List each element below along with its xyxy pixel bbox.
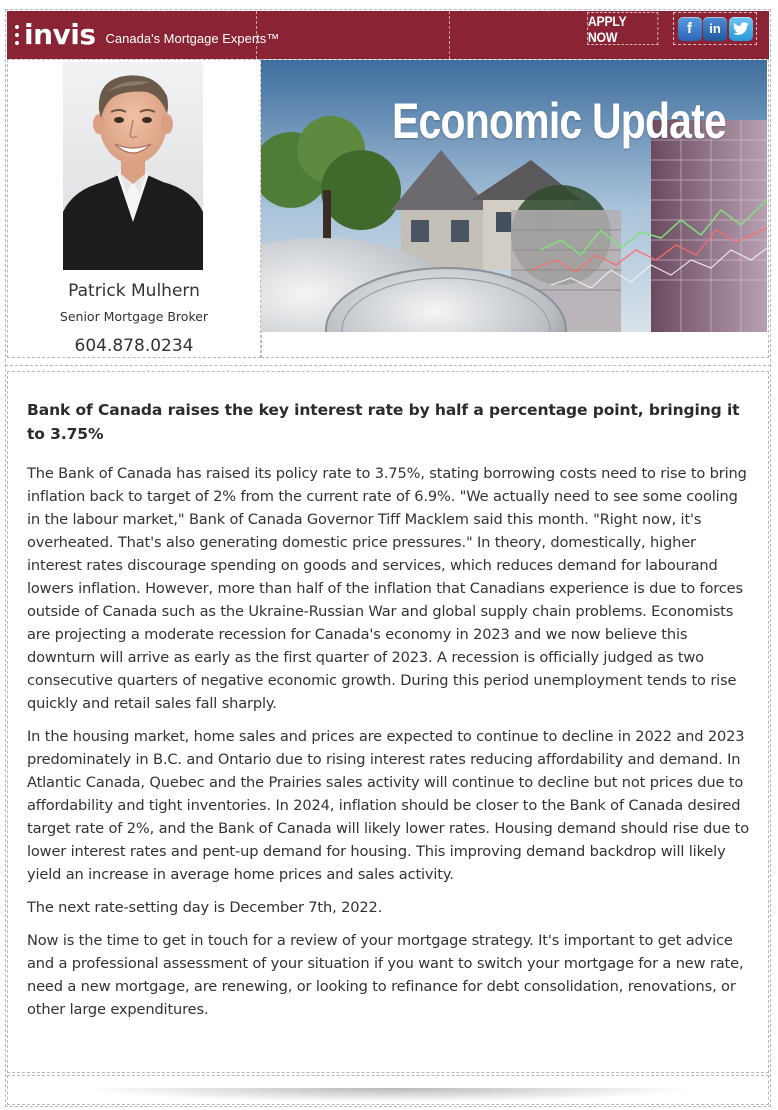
logo-dots-icon: [12, 23, 22, 47]
apply-now-button[interactable]: APPLY NOW: [587, 12, 658, 45]
twitter-icon[interactable]: [729, 17, 753, 41]
article-body: [27, 398, 749, 1031]
logo-wordmark: invis: [24, 18, 96, 51]
header-divider: [449, 11, 450, 59]
broker-title: Senior Mortgage Broker: [59, 309, 209, 324]
article-paragraph: The next rate-setting day is December 7th, 2022.: [27, 899, 383, 916]
logo-tagline: Canada's Mortgage Experts™: [105, 30, 280, 46]
broker-name: Patrick Mulhern: [68, 281, 200, 301]
social-links: [673, 12, 757, 45]
facebook-icon[interactable]: f: [678, 17, 702, 41]
linkedin-icon[interactable]: in: [703, 17, 727, 41]
footer-shadow: [80, 1088, 700, 1102]
article-paragraph: The Bank of Canada has raised its policy rate to 3.75%, stating borrowing costs need to rise to bring inflation back to target of 2% from the current rate of 6.9%. "We actually need to see some cooling in the labour market," Bank of Canada Governor Tiff Macklem said this month. "Right now, it's overheated. That's also generating domestic price pressures." In theory, domestically, higher interest rates discourage spending on goods and services, which reduces demand for labourand lowers inflation. However, more than half of the inflation that Canadians experience is due to forces outside of Canada such as the Ukraine-Russian War and global supply chain problems. Economists are projecting a moderate recession for Canada's economy in 2023 and we now believe this downturn will arrive as early as the first quarter of 2023. A recession is officially judged as two consecutive quarters of negative economic growth. During this period unemployment tends to rise quickly and retail sales fall sharply.: [27, 465, 747, 712]
article-paragraph: Now is the time to get in touch for a review of your mortgage strategy. It's important to get advice and a professional assessment of your situation if you want to switch your mortgage for a new rate, need a new mortgage, are renewing, or looking to refinance for debt consolidation, renovations, or other large expenditures.: [27, 932, 744, 1018]
broker-phone[interactable]: 604.878.0234: [74, 336, 194, 356]
section-divider: [5, 365, 771, 366]
invis-logo[interactable]: [12, 19, 279, 51]
article-paragraph: In the housing market, home sales and prices are expected to continue to decline in 2022 and 2023 predominately in B.C. and Ontario due to rising interest rates reducing affordability and demand. In Atlantic Canada, Quebec and the Prairies sales activity will continue to decline but not prices due to affordability and tight inventories. In 2024, inflation should be closer to the Bank of Canada desired target rate of 2%, and the Bank of Canada will likely lower rates. Housing demand should rise due to lower interest rates and pent-up demand for housing. This improving demand backdrop will likely yield an increase in average home prices and sales activity.: [27, 728, 749, 883]
article-headline: Bank of Canada raises the key interest rate by half a percentage point, bringing it to 3.75%: [27, 401, 740, 443]
broker-photo: [63, 62, 203, 270]
banner-title: Economic Update: [392, 93, 726, 149]
